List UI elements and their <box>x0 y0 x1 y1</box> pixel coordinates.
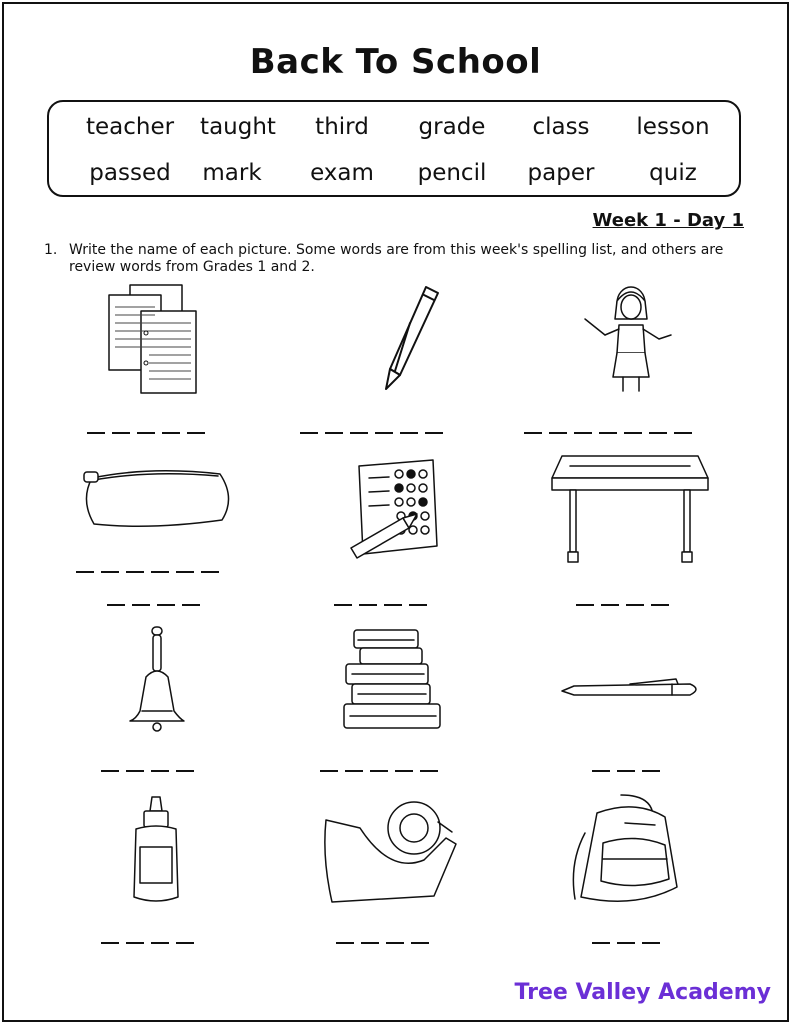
letter-dash <box>151 571 169 573</box>
letter-dash <box>411 942 429 944</box>
word-bank-word: pencil <box>417 160 487 186</box>
teacher-icon <box>583 283 678 398</box>
letter-dash <box>642 942 660 944</box>
word-bank-word: grade <box>418 114 486 140</box>
letter-dash <box>201 571 219 573</box>
letter-dash <box>592 770 610 772</box>
letter-dash <box>76 571 94 573</box>
letter-dash <box>409 604 427 606</box>
letter-dash <box>182 604 200 606</box>
answer-blank-4a[interactable] <box>76 571 219 573</box>
tape-icon <box>320 798 460 908</box>
letter-dash <box>361 942 379 944</box>
letter-dash <box>576 604 594 606</box>
letter-dash <box>126 942 144 944</box>
answer-blank-12[interactable] <box>592 942 660 944</box>
letter-dash <box>101 942 119 944</box>
letter-dash <box>617 770 635 772</box>
letter-dash <box>101 770 119 772</box>
word-bank-word: class <box>532 114 590 140</box>
letter-dash <box>599 432 617 434</box>
answer-blank-5[interactable] <box>334 604 427 606</box>
letter-dash <box>151 770 169 772</box>
instruction-text: Write the name of each picture. Some words are from this week's spelling list, and others are review words from Grades 1 and 2. <box>69 242 724 275</box>
letter-dash <box>370 770 388 772</box>
instruction-number: 1. <box>44 242 58 258</box>
bell-icon <box>128 625 188 737</box>
word-bank <box>47 100 741 197</box>
word-bank-word: paper <box>527 160 595 186</box>
word-bank-word: exam <box>310 160 374 186</box>
letter-dash <box>574 432 592 434</box>
pencil-icon <box>380 283 450 393</box>
letter-dash <box>674 432 692 434</box>
letter-dash <box>162 432 180 434</box>
letter-dash <box>425 432 443 434</box>
word-bank-word: third <box>315 114 369 140</box>
brand-logo-text: Tree Valley Academy <box>514 980 771 1005</box>
letter-dash <box>601 604 619 606</box>
answer-blank-6[interactable] <box>576 604 669 606</box>
answer-blank-8[interactable] <box>320 770 438 772</box>
letter-dash <box>336 942 354 944</box>
answer-blank-1[interactable] <box>87 432 205 434</box>
letter-dash <box>334 604 352 606</box>
letter-dash <box>300 432 318 434</box>
letter-dash <box>375 432 393 434</box>
week-label: Week 1 - Day 1 <box>592 210 744 231</box>
letter-dash <box>157 604 175 606</box>
letter-dash <box>325 432 343 434</box>
pen-icon <box>560 676 705 702</box>
letter-dash <box>592 942 610 944</box>
letter-dash <box>359 604 377 606</box>
answer-blank-4b[interactable] <box>107 604 200 606</box>
letter-dash <box>626 604 644 606</box>
desk-icon <box>550 452 710 570</box>
letter-dash <box>549 432 567 434</box>
letter-dash <box>400 432 418 434</box>
letter-dash <box>384 604 402 606</box>
letter-dash <box>345 770 363 772</box>
word-bank-word: passed <box>89 160 171 186</box>
word-bank-word: teacher <box>85 114 175 140</box>
letter-dash <box>112 432 130 434</box>
letter-dash <box>187 432 205 434</box>
letter-dash <box>524 432 542 434</box>
paper-icon <box>105 283 205 398</box>
letter-dash <box>176 942 194 944</box>
glue-icon <box>128 795 184 907</box>
letter-dash <box>624 432 642 434</box>
books-icon <box>338 628 448 734</box>
answer-blank-2[interactable] <box>300 432 443 434</box>
answer-blank-7[interactable] <box>101 770 194 772</box>
backpack-icon <box>565 793 685 911</box>
answer-blank-11[interactable] <box>336 942 429 944</box>
letter-dash <box>126 571 144 573</box>
exam-icon <box>345 458 445 568</box>
answer-blank-10[interactable] <box>101 942 194 944</box>
letter-dash <box>176 770 194 772</box>
letter-dash <box>87 432 105 434</box>
word-bank-word: mark <box>202 160 262 186</box>
letter-dash <box>642 770 660 772</box>
letter-dash <box>651 604 669 606</box>
pencil-case-icon <box>80 462 235 534</box>
letter-dash <box>132 604 150 606</box>
letter-dash <box>649 432 667 434</box>
letter-dash <box>176 571 194 573</box>
letter-dash <box>107 604 125 606</box>
word-bank-word: taught <box>200 114 276 140</box>
letter-dash <box>151 942 169 944</box>
letter-dash <box>126 770 144 772</box>
letter-dash <box>386 942 404 944</box>
letter-dash <box>137 432 155 434</box>
word-bank-word: lesson <box>636 114 710 140</box>
word-bank-word: quiz <box>649 160 697 186</box>
letter-dash <box>420 770 438 772</box>
page-title: Back To School <box>249 42 542 82</box>
answer-blank-3[interactable] <box>524 432 692 434</box>
letter-dash <box>350 432 368 434</box>
letter-dash <box>617 942 635 944</box>
answer-blank-9[interactable] <box>592 770 660 772</box>
letter-dash <box>320 770 338 772</box>
letter-dash <box>395 770 413 772</box>
letter-dash <box>101 571 119 573</box>
